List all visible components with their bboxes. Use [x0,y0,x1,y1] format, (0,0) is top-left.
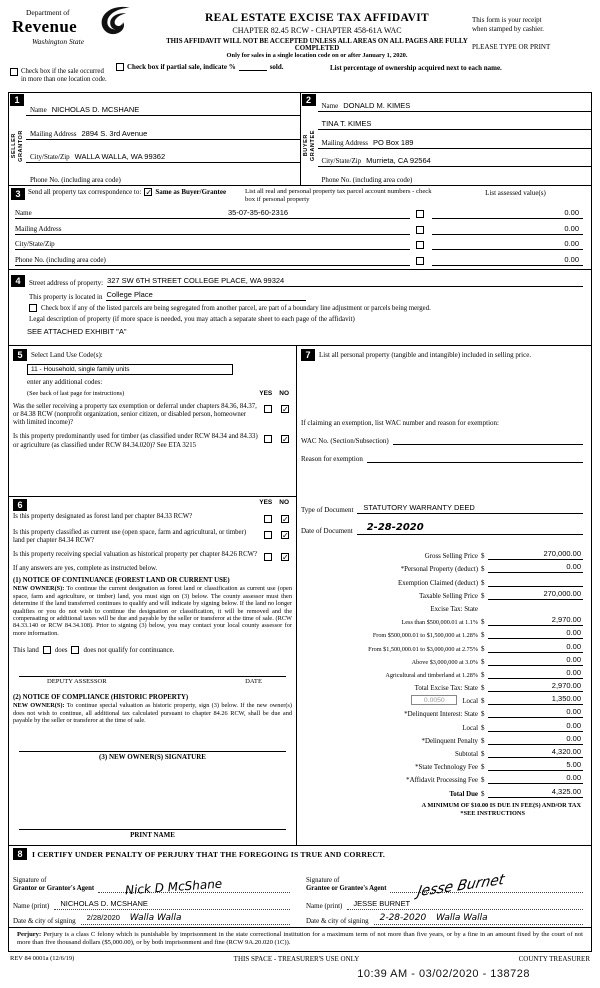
agency-block [12,8,162,62]
s6-q2-yes-checkbox[interactable] [264,531,272,539]
notice2-owner-label: NEW OWNER(S): [13,702,65,710]
fin-row-taxable: Taxable Selling Price $ 270,000.00 [419,588,581,600]
grantee-signature-block [306,860,583,901]
land-does-checkbox[interactable] [43,646,51,654]
same-as-buyer-checkbox[interactable]: ✓ [145,188,153,197]
s6-q3-yes-checkbox[interactable] [264,553,272,561]
grantor-date-label: Date & city of signing [13,917,76,925]
exemption-claimed-field[interactable] [488,585,583,587]
total-state-excise-field[interactable]: 2,970.00 [488,681,583,692]
tier2-tax-field[interactable]: 0.00 [488,628,583,639]
section-3-number: 3 [11,188,25,200]
dollar-sign: $ [481,697,485,706]
treasurer-space-label: THIS SPACE - TREASURER'S USE ONLY [233,955,360,964]
parcel-number-field[interactable] [220,264,410,266]
personal-property-checkbox[interactable] [416,241,424,249]
exemption-note: If claiming an exemption, list WAC number and reason for exemption: [301,419,499,427]
assessed-value-field[interactable]: 0.00 [432,208,583,219]
dollar-sign: $ [481,578,485,587]
seller-mailing-row [26,116,300,139]
seller-side-strip [9,93,26,185]
no-column-label: NO [279,499,289,506]
delinquent-interest-state-field[interactable]: 0.00 [488,707,583,718]
grantee-city-handwritten: Walla Walla [435,913,488,923]
grantor-signature-line[interactable] [98,871,290,898]
no-column-label: NO [279,390,289,397]
section-4-property [8,270,592,346]
if-yes-note: If any answers are yes, complete as instructed below. [13,565,158,573]
section-6-number: 6 [13,499,27,511]
top-options-row [10,62,590,92]
grantee-date-label: Date & city of signing [306,917,369,925]
notice-compliance-title: (2) NOTICE OF COMPLIANCE (HISTORIC PROPERTY) [13,694,189,702]
tier1-tax-field[interactable]: 2,970.00 [488,615,583,626]
legal-description-label: Legal description of property (if more space is needed, you may attach a separate sheet to each page of the affidavit) [29,315,355,323]
additional-codes-label[interactable]: enter any additional codes: [27,378,103,386]
buyer-side-strip [301,93,318,185]
fin-row-processing-fee: *Affidavit Processing Fee $ 0.00 [406,773,581,785]
table-row [15,235,583,251]
fin-row-total-due: Total Due $ 4,325.00 [449,786,581,798]
section-4-number: 4 [11,275,25,287]
correspondence-csz-label[interactable]: City/State/Zip [15,240,220,250]
wac-label: WAC No. (Section/Subsection) [301,437,389,445]
correspondence-mailing-label[interactable]: Mailing Address [15,225,220,235]
s6-question-3: Is this property receiving special valuation as historical property per chapter 84.26 RCW? [13,551,258,559]
s5-question-1: Was the seller receiving a property tax exemption or deferral under chapters 84.36, 84.37, or 84.38 RCW (nonprofit organization, senior citizen, or disabled person, homeowner with limited income)? [13,403,257,427]
grantee-role-label: GRANTEE [309,129,316,162]
land-does-label: does [54,646,68,654]
parcel-number-field[interactable]: 35-07-35-60-2316 [220,208,410,219]
grantee-name-label: Name (print) [306,902,343,910]
grantor-name-label: Name (print) [13,902,50,910]
dollar-sign: $ [481,618,485,627]
partial-sale-checkbox[interactable] [116,63,124,71]
s5-q1-no-checkbox[interactable]: ✓ [282,405,289,414]
delinquent-interest-local-field[interactable]: 0.00 [488,721,583,732]
section-1-seller [9,93,300,185]
grantor-sig-label-1: Signature of [13,877,47,885]
dollar-sign: $ [481,723,485,732]
legal-description-field[interactable]: SEE ATTACHED EXHIBIT "A" [27,327,127,336]
ownership-note: List percentage of ownership acquired next to each name. [330,64,502,72]
dollar-sign: $ [481,657,485,666]
s5-q2-no-checkbox[interactable]: ✓ [282,435,289,445]
dollar-sign: $ [481,670,485,679]
section-6-designation [9,496,296,845]
seller-csz-field[interactable]: WALLA WALLA, WA 99362 [74,151,166,161]
revenue-logo-icon [98,4,132,36]
grantor-name-field[interactable]: NICHOLAS D. MCSHANE [54,899,290,910]
s5-q1-yes-checkbox[interactable] [264,405,272,413]
assessed-values-header: List assessed value(s) [485,189,546,197]
perjury-label: Perjury: [17,931,42,938]
dollar-sign: $ [481,644,485,653]
fin-row-total-state: Total Excise Tax: State $ 2,970.00 [414,681,581,693]
receipt-note-block [472,8,590,62]
perjury-body: Perjury is a class C felony which is punishable by imprisonment in the state correctional institution for a maximum term of not more than five years, or by a fine in an amount fixed by the court of not more than five thousand dollars ($5,000.00), or by both imprisonment and fine (RCW 9A.20.020 (1C)). [17,931,583,947]
fin-row-exemption: Exemption Claimed (deduct) $ [301,573,583,586]
subtotal-field[interactable]: 4,320.00 [488,747,583,758]
grantee-date-row [306,910,583,925]
fin-row-gross: Gross Selling Price $ 270,000.00 [424,549,581,561]
notice1-body: To continue the current designation as forest land or classification as current use (open space, farm and agriculture, or timber) land, you must sign on (3) below. The county assessor must then determine if the land transferred continues to qualify and will indicate by signing below. If the land no longer qualifies or you do not wish to continue the designation or classification, it will be removed and the compensating or additional taxes will be due and payable by the seller or transferor at the time of sale. (RCW 84.33.140 or RCW 84.34.108). Prior to signing (3) below, you may contact your local county assessor for more information. [13,585,292,637]
doc-type-label: Type of Document [301,506,354,514]
yes-column-label: YES [259,390,273,397]
section-3-tax-correspondence [8,186,592,270]
form-revision-number: REV 84 0001a (12/6/19) [10,955,75,963]
land-qualify-pre: This land [13,646,39,654]
section-5-land-use [9,346,296,496]
date-label: DATE [245,678,262,686]
parcel-numbers-header: List all real and personal property tax parcel account numbers - check box if personal property [245,188,432,203]
buyer-phone-label: Phone No. (including area code) [321,175,413,184]
dollar-sign: $ [481,750,485,758]
form-title: REAL ESTATE EXCISE TAX AFFIDAVIT [205,12,429,24]
buyer-name-field[interactable]: DONALD M. KIMES [343,100,411,110]
buyer-name2-row [318,112,592,131]
s6-q2-no-checkbox[interactable]: ✓ [282,531,289,540]
seller-role-label: SELLER [11,132,17,159]
land-use-code-select[interactable] [27,364,233,375]
personal-property-checkbox[interactable] [416,257,424,265]
county-treasurer-label: COUNTY TREASURER [518,955,590,964]
grantee-sig-label-1: Signature of [306,877,340,885]
fin-row-personal: *Personal Property (deduct) $ 0.00 [400,562,581,574]
excise-tax-table [301,547,583,798]
section-7-number: 7 [301,349,315,361]
seller-name-field[interactable]: NICHOLAS D. MCSHANE [51,105,140,115]
dollar-sign: $ [481,789,485,798]
grantor-sig-label-2: Grantor or Grantor's Agent [13,885,95,893]
middle-columns [8,346,592,846]
notice-continuance-title: (1) NOTICE OF CONTINUANCE (FOREST LAND OR CURRENT USE) [13,577,230,585]
buyer-csz-field[interactable]: Murrieta, CA 92564 [366,156,431,166]
gross-selling-price-field[interactable]: 270,000.00 [488,549,583,560]
s6-q1-yes-checkbox[interactable] [264,515,272,523]
minimum-due-note: A MINIMUM OF $10.00 IS DUE IN FEE(S) AND/OR TAX [421,801,581,809]
local-rate-box: 0.0050 [411,695,457,705]
agtimber-tax-field[interactable]: 0.00 [488,668,583,679]
land-does-not-label: does not qualify for continuance. [83,646,175,654]
personal-property-checkbox[interactable] [416,210,424,218]
seller-csz-row [26,140,300,163]
notice2-body: To continue special valuation as historic property, sign (3) below. If the new owner(s) does not wish to continue, all additional tax calculated pursuant to chapter 84.26 RCW, shall be due and payable by the seller or transferor at the time of sale. [13,702,292,725]
seller-name-label: Name [30,106,47,115]
local-tax-field[interactable]: 1,350.00 [488,694,583,705]
multiple-location-checkbox[interactable] [10,68,18,76]
table-row [15,250,583,266]
partial-sale-percent-field[interactable] [239,63,267,71]
cashier-timestamp: 10:39 AM - 03/02/2020 - 138728 [357,968,530,981]
agency-subtitle: Washington State [32,37,85,46]
fin-row-delinq-state: *Delinquent Interest: State $ 0.00 [404,707,581,719]
located-in-label: This property is located in [29,293,103,301]
see-back-note: (See back of last page for instructions) [27,390,125,397]
partial-sale-option [116,63,284,71]
fin-row-delinq-local: Local $ 0.00 [462,720,581,732]
seller-mailing-field[interactable]: 2894 S. 3rd Avenue [81,128,148,138]
s5-question-2: Is this property predominantly used for timber (as classified under RCW 84.34 and 84.33) or agriculture (as classified under RCW 84.34.020)? See ETA 3215 [13,433,258,449]
dollar-sign: $ [481,736,485,745]
see-instructions-note: *SEE INSTRUCTIONS [460,809,525,817]
buyer-name-row [318,93,592,112]
dollar-sign: $ [481,552,485,561]
partial-sale-label: Check box if partial sale, indicate % [127,63,236,71]
buyer-name2-field[interactable]: TINA T. KIMES [321,119,372,129]
correspondence-name-label[interactable]: Name [15,209,220,219]
section-1-number: 1 [10,94,24,106]
fin-row-above3m: Above $3,000,000 at 3.0% $ 0.00 [411,654,581,666]
grantor-signature-block [13,860,290,898]
fin-row-subtotal: Subtotal $ 4,320.00 [455,747,581,758]
assessed-value-field[interactable]: 0.00 [432,239,583,250]
seller-name-row [26,93,300,116]
fin-row-local: 0.0050 Local $ 1,350.00 [301,692,583,705]
street-address-label: Street address of property: [29,279,104,287]
personal-property-checkbox[interactable] [416,226,424,234]
seller-csz-label: City/State/Zip [30,152,70,161]
buyer-mailing-field[interactable]: PO Box 189 [372,137,414,147]
dollar-sign: $ [481,565,485,574]
partial-sale-sold-label: sold. [269,63,284,71]
section-8-certification [9,846,591,928]
fin-row-less500: Less than $500,000.01 at 1.1% $ 2,970.00 [401,615,581,627]
reason-label: Reason for exemption [301,455,363,463]
form-warning: THIS AFFIDAVIT WILL NOT BE ACCEPTED UNLESS ALL AREAS ON ALL PAGES ARE FULLY COMPLETED [166,38,468,52]
grantor-city-handwritten: Walla Walla [129,913,182,923]
wac-field[interactable] [393,436,583,445]
grantee-name-field[interactable]: JESSE BURNET [347,899,583,910]
assessed-value-field[interactable]: 0.00 [432,224,583,235]
print-name-block [13,829,292,839]
dept-of-label: Department of [26,8,70,17]
buyer-mailing-row [318,130,592,149]
grantee-signature: Jesse Burnet [416,871,507,901]
send-correspondence-label: Send all property tax correspondence to: [28,188,142,196]
buyer-phone-row [318,167,592,185]
title-block [162,8,472,62]
grantor-date-field[interactable]: 2/28/2020 Walla Walla [81,913,290,925]
buyer-mailing-label: Mailing Address [321,138,368,147]
personal-property-title: List all personal property (tangible and intangible) included in selling price. [319,351,532,359]
s6-q1-no-checkbox[interactable]: ✓ [282,515,289,524]
grantee-signature-line[interactable] [390,871,583,901]
dollar-sign: $ [481,776,485,785]
grantee-sig-label-2: Grantee or Grantee's Agent [306,885,387,893]
section-7-personal-property [297,346,591,845]
footer-row [10,955,590,963]
yes-column-label: YES [259,499,273,506]
deputy-assessor-label: DEPUTY ASSESSOR [47,678,107,686]
header [0,0,600,62]
taxable-selling-price-field[interactable]: 270,000.00 [488,589,583,600]
s6-question-1: Is this property designated as forest land per chapter 84.33 RCW? [13,513,193,520]
deputy-assessor-block [13,676,292,685]
form-subtitle: CHAPTER 82.45 RCW - CHAPTER 458-61A WAC [232,26,402,35]
grantee-date-field[interactable]: 2-28-2020 Walla Walla [374,913,583,925]
grantor-date-row [13,910,290,925]
buyer-role-label: BUYER [302,134,309,157]
receipt-note-line2: when stamped by cashier. [472,25,544,34]
form-only-note: Only for sales in a single location code on or after January 1, 2020. [226,52,408,59]
fin-row-agtimber: Agricultural and timberland at 1.28% $ 0.00 [385,667,581,679]
land-use-title: Select Land Use Code(s): [31,351,103,359]
located-in-field[interactable]: College Place [106,290,306,301]
s6-question-2: Is this property classified as current use (open space, farm and agricultural, or timber) land per chapter 84.34 RCW? [13,529,247,545]
grantor-name-row [13,895,290,910]
certify-statement: I CERTIFY UNDER PENALTY OF PERJURY THAT THE FOREGOING IS TRUE AND CORRECT. [32,849,386,859]
buyer-name-label: Name [321,101,339,110]
dollar-sign: $ [481,591,485,600]
fin-row-tech-fee: *State Technology Fee $ 5.00 [415,760,581,772]
land-does-not-checkbox[interactable] [71,646,79,654]
type-or-print-label: PLEASE TYPE OR PRINT [472,43,551,52]
section-2-buyer [300,93,592,185]
new-owner-signature-block [13,751,292,761]
seller-phone-label: Phone No. (including area code) [30,176,121,184]
seller-mailing-label: Mailing Address [30,129,77,138]
perjury-notice [9,928,591,951]
notice1-owner-label: NEW OWNER(S): [13,585,65,593]
dollar-sign: $ [481,763,485,772]
total-due-field[interactable]: 4,325.00 [488,787,583,798]
fin-row-b500: From $500,000.01 to $1,500,000 at 1.28% $ 0.00 [372,628,581,640]
grantee-name-row [306,895,583,910]
land-use-code-value: 11 - Household, single family units [31,366,130,373]
assessed-value-field[interactable]: 0.00 [432,255,583,266]
doc-date-label: Date of Document [301,527,353,535]
new-owner-signature-label: (3) NEW OWNER(S) SIGNATURE [99,752,206,761]
grantor-role-label: GRANTOR [18,129,24,162]
dollar-sign: $ [481,631,485,640]
same-as-buyer-label: Same as Buyer/Grantee [155,188,227,196]
fin-row-b1500: From $1,500,000.01 to $3,000,000 at 2.75% $ 0.00 [368,641,581,653]
segregated-label: Check box if any of the listed parcels are being segregated from another parcel, are part of a boundary line adjustment or parcels being merged. [41,305,431,312]
doc-type-field[interactable]: STATUTORY WARRANTY DEED [357,503,583,514]
multiple-location-label: Check box if the sale occurred in more than one location code. [21,68,107,84]
s5-q2-yes-checkbox[interactable] [264,435,272,443]
state-technology-fee-field[interactable]: 5.00 [488,760,583,771]
delinquent-penalty-field[interactable]: 0.00 [488,734,583,745]
personal-property-deduct-field[interactable]: 0.00 [488,562,583,573]
section-8-number: 8 [13,848,27,860]
section-2-number: 2 [302,94,316,106]
tier4-tax-field[interactable]: 0.00 [488,655,583,666]
buyer-csz-label: City/State/Zip [321,157,362,166]
seller-phone-row [26,163,300,185]
dollar-sign: $ [481,684,485,693]
grantor-signature: Nick D McShane [124,876,223,898]
correspondence-phone-label[interactable]: Phone No. (including area code) [15,256,220,266]
agency-name: Revenue [12,17,78,36]
table-row [15,219,583,235]
print-name-label: PRINT NAME [130,831,175,839]
street-address-field[interactable]: 327 SW 6TH STREET COLLEGE PLACE, WA 99324 [107,276,583,287]
fin-row-excise-header: Excise Tax: State [430,605,478,613]
receipt-note-line1: This form is your receipt [472,16,542,24]
reason-field[interactable] [367,454,583,463]
s6-q3-no-checkbox[interactable]: ✓ [282,553,289,563]
parties-section [8,92,592,186]
affidavit-processing-fee-field[interactable]: 0.00 [488,773,583,784]
segregated-checkbox[interactable] [29,304,37,312]
doc-date-field[interactable]: 2-28-2020 [357,522,583,535]
table-row [15,203,583,219]
tier3-tax-field[interactable]: 0.00 [488,642,583,653]
fin-row-delinq-penalty: *Delinquent Penalty $ 0.00 [421,733,581,745]
section-5-number: 5 [13,349,27,361]
buyer-csz-row [318,149,592,168]
dollar-sign: $ [481,710,485,719]
